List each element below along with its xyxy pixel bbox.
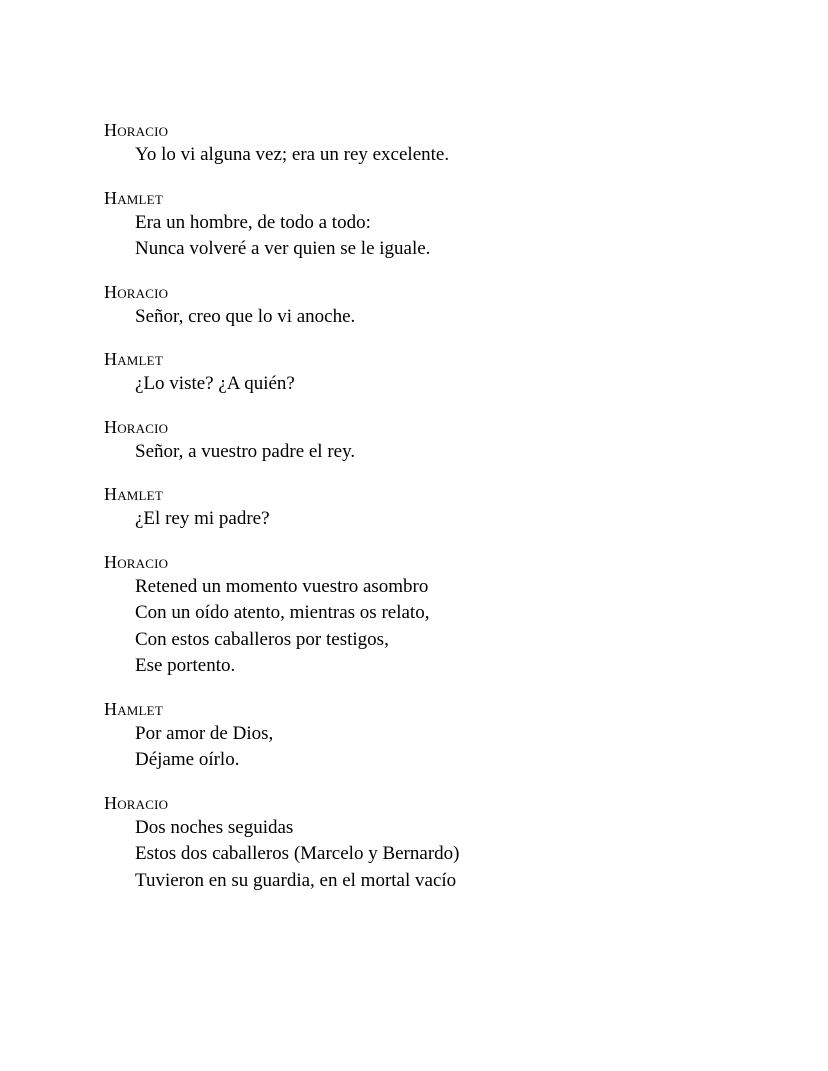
dialogue-line: Señor, a vuestro padre el rey. — [135, 440, 356, 462]
dialogue-line: Déjame oírlo. — [135, 749, 240, 770]
speech-block — [104, 347, 828, 398]
speech-block — [104, 550, 828, 680]
dialogue-line: Ese portento. — [135, 655, 236, 676]
dialogue-line: Estos dos caballeros (Marcelo y Bernardo) — [135, 843, 460, 864]
speech-lines — [104, 304, 828, 331]
speaker-name: Horacio — [104, 551, 169, 572]
speech-block — [104, 280, 828, 331]
speech-lines — [104, 506, 828, 533]
speaker-name: Hamlet — [104, 187, 163, 208]
dialogue-line: Era un hombre, de todo a todo: — [135, 211, 371, 233]
speaker-name: Hamlet — [104, 484, 163, 504]
speaker-name: Horacio — [104, 792, 169, 813]
speech-lines — [104, 574, 828, 680]
speech-block — [104, 697, 828, 774]
speech-block — [104, 118, 828, 169]
dialogue-line: Señor, creo que lo vi anoche. — [135, 305, 356, 327]
speech-lines — [104, 210, 828, 263]
dialogue-line: Con un oído atento, mientras os relato, — [135, 602, 430, 623]
dialogue-line: Tuvieron en su guardia, en el mortal vacío — [135, 869, 457, 891]
speech-block — [104, 791, 828, 895]
speech-lines — [104, 815, 828, 895]
speech-lines — [104, 371, 828, 398]
speech-lines — [104, 721, 828, 774]
dialogue-line: ¿Lo viste? ¿A quién? — [135, 373, 295, 394]
speech-lines — [104, 142, 828, 169]
speaker-name: Horacio — [104, 416, 169, 437]
speaker-name: Hamlet — [104, 349, 163, 369]
speech-block — [104, 482, 828, 533]
dialogue-line: Con estos caballeros por testigos, — [135, 628, 389, 650]
speaker-name: Hamlet — [104, 698, 163, 719]
dialogue-line: Por amor de Dios, — [135, 722, 274, 744]
speech-block — [104, 186, 828, 263]
speech-block — [104, 415, 828, 466]
dialogue-line: Dos noches seguidas — [135, 816, 294, 838]
dialogue-line: ¿El rey mi padre? — [135, 508, 270, 529]
dialogue-line: Nunca volveré a ver quien se le iguale. — [135, 238, 431, 259]
dialogue-line: Yo lo vi alguna vez; era un rey excelente. — [135, 144, 450, 165]
speaker-name: Horacio — [104, 120, 169, 140]
speech-lines — [104, 439, 828, 466]
speaker-name: Horacio — [104, 281, 169, 302]
dialogue-line: Retened un momento vuestro asombro — [135, 575, 429, 597]
